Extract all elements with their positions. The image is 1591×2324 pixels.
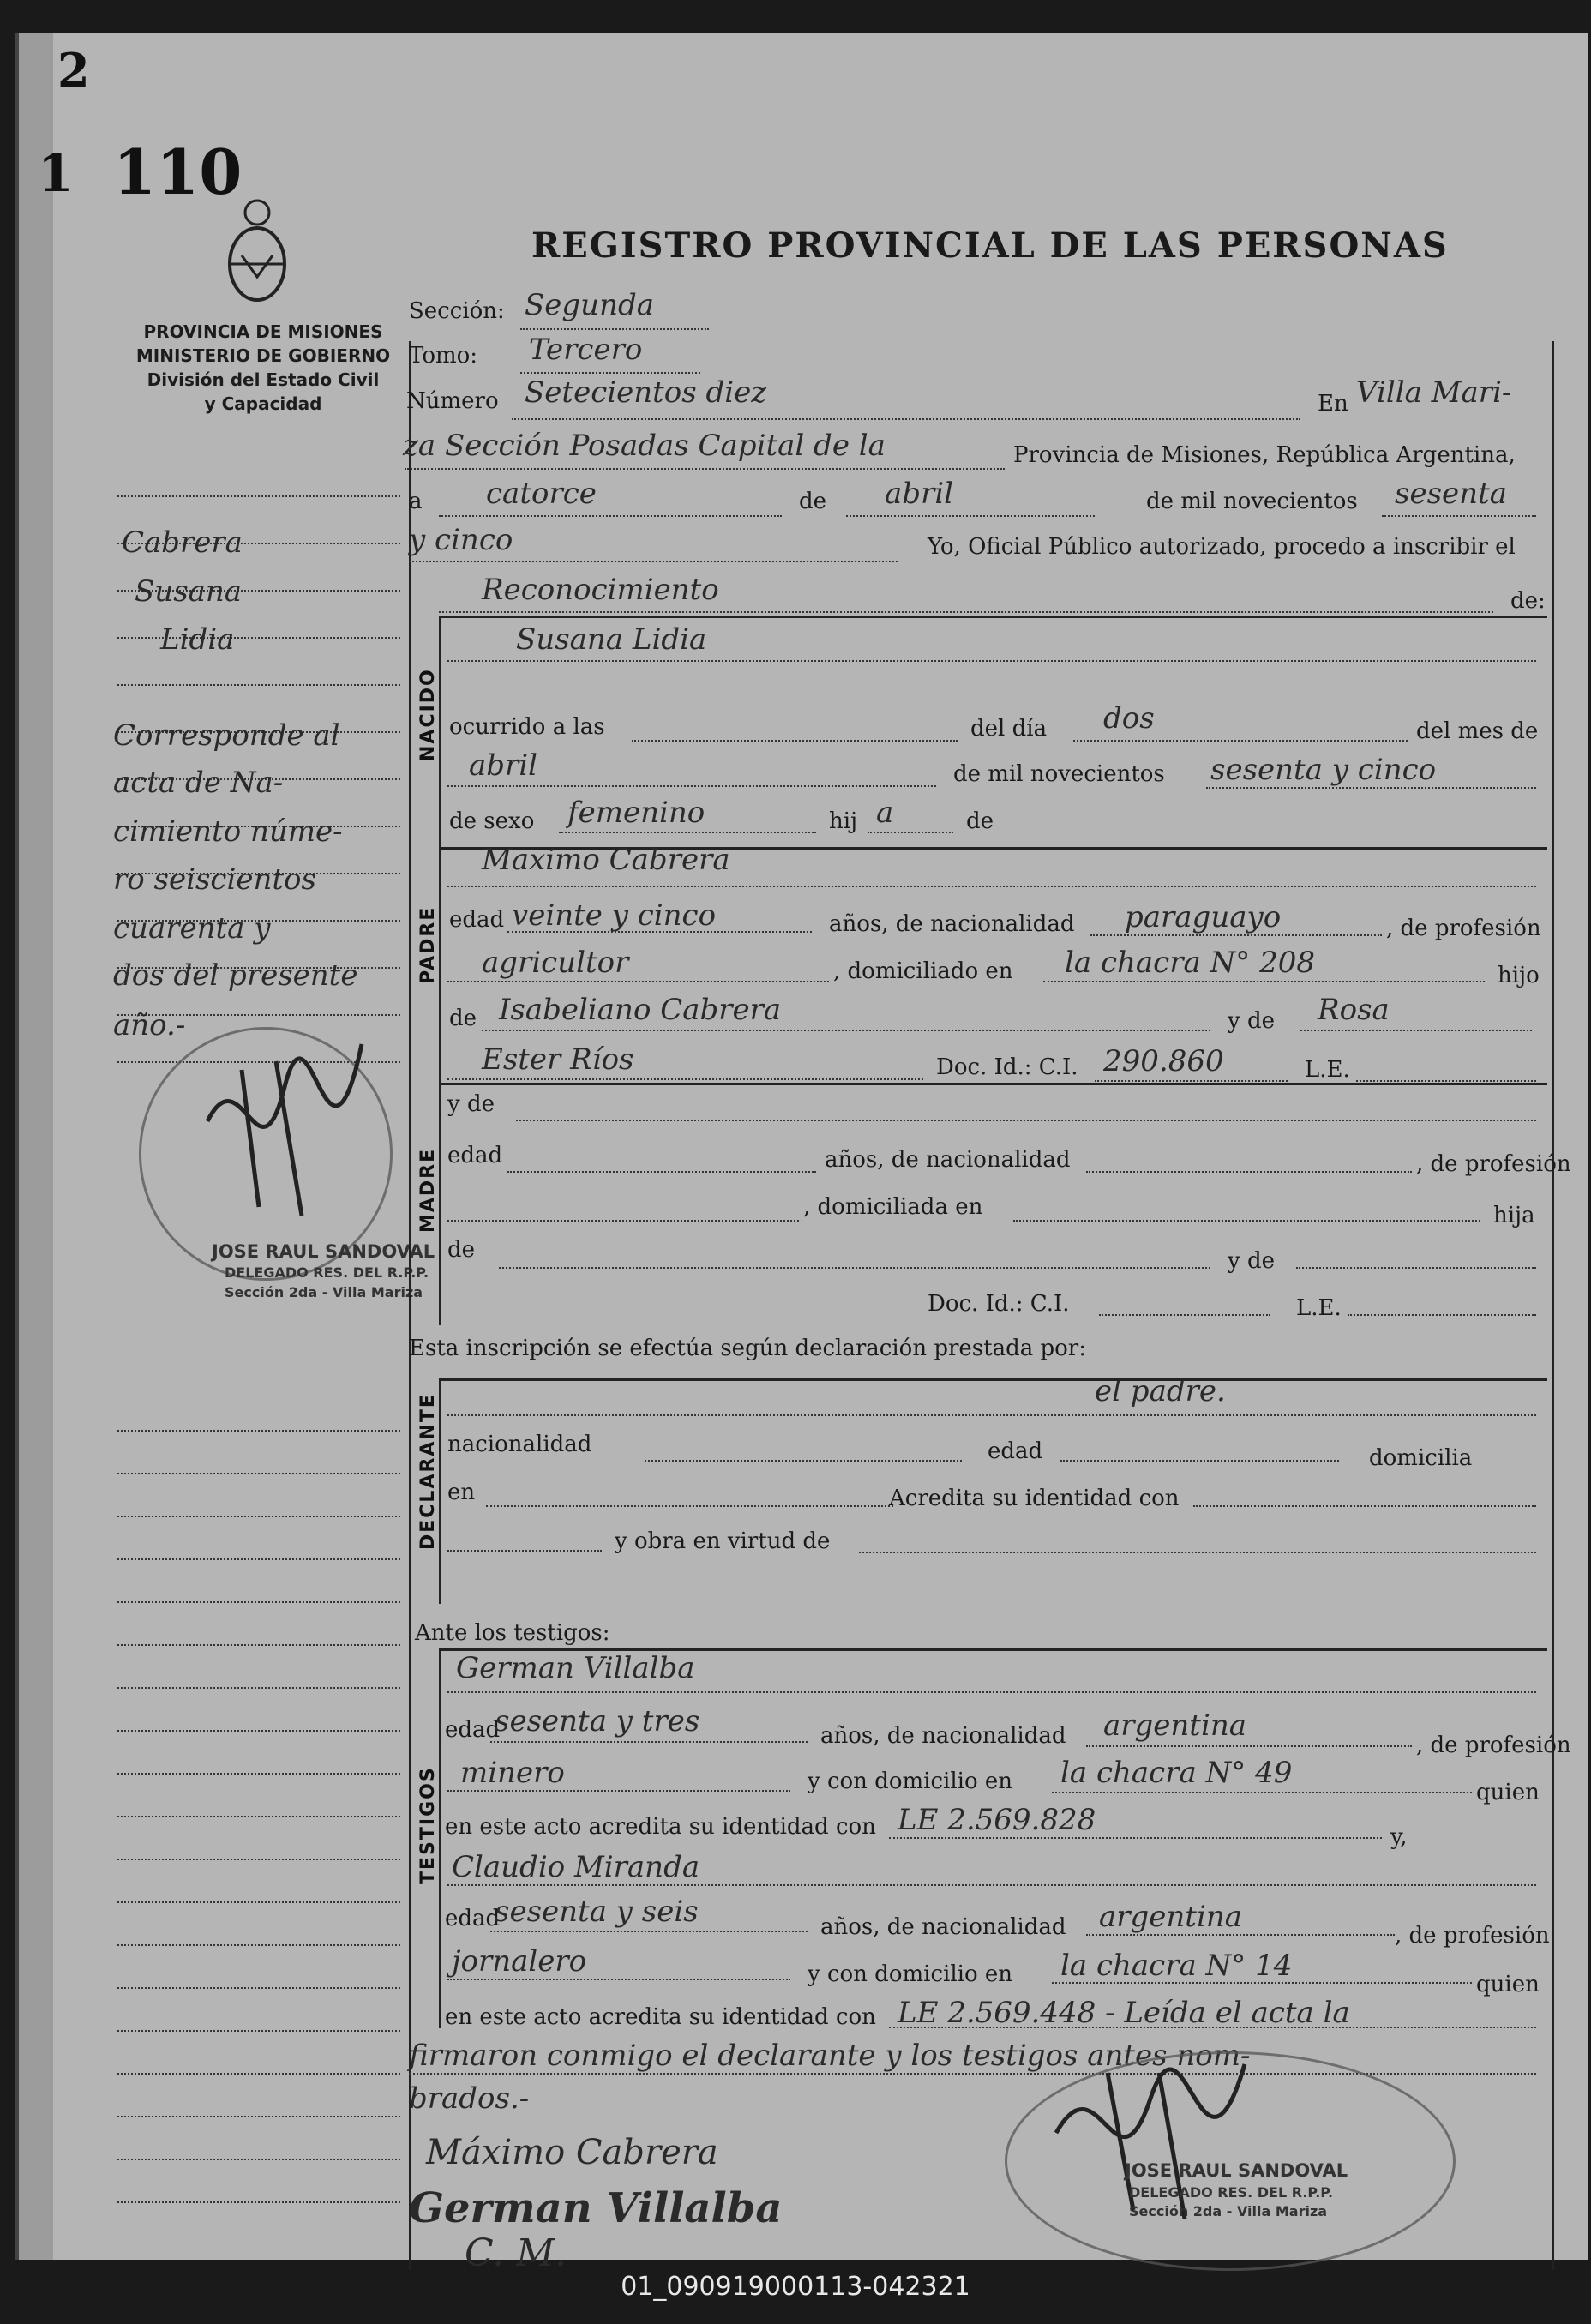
testigo2-prof-value: jornalero	[452, 1944, 587, 1979]
page-number: 110	[113, 135, 243, 208]
padre-doc-value: 290.860	[1103, 1044, 1224, 1078]
office-line: PROVINCIA DE MISIONES	[143, 321, 383, 342]
madre-yde2-label: y de	[1228, 1248, 1275, 1274]
signature-cm: C. M.	[465, 2231, 567, 2275]
padre-de-value: Isabeliano Cabrera	[499, 993, 782, 1027]
hij-label: hij	[829, 808, 858, 834]
register-page	[15, 33, 1588, 2275]
de-colon: de:	[1510, 588, 1546, 614]
testigo2-quien-label: quien	[1476, 1972, 1540, 1997]
cierre-line1: firmaron conmigo el declarante y los testigos antes nom-	[409, 2039, 1251, 2073]
margin-note-line: cuarenta y	[113, 911, 271, 946]
testigo1-prof-label: , de profesión	[1416, 1732, 1571, 1758]
en-label: En	[1318, 391, 1348, 417]
madre-prof-label: , de profesión	[1416, 1151, 1571, 1177]
stamp-role-bottom: DELEGADO RES. DEL R.P.P.	[1129, 2184, 1334, 2201]
en-value: Villa Mari-	[1356, 375, 1512, 410]
declarante-acredita-label: Acredita su identidad con	[889, 1486, 1180, 1511]
padre-prof-value: agricultor	[482, 946, 629, 980]
testigo1-y-label: y,	[1390, 1824, 1408, 1850]
madre-doc-label: Doc. Id.: C.I.	[928, 1291, 1070, 1317]
declarante-label: DECLARANTE	[417, 1393, 439, 1550]
numero-value: Setecientos diez	[525, 375, 767, 410]
testigo2-acredita-label: en este acto acredita su identidad con	[445, 2004, 876, 2030]
a-label: a	[409, 489, 423, 514]
seccion-label: Sección:	[409, 298, 505, 324]
madre-edad-label: edad	[447, 1143, 503, 1168]
madre-dom-label: , domiciliada en	[803, 1194, 983, 1220]
padre-hijo-label: hijo	[1498, 963, 1540, 988]
margin-note-line: cimiento núme-	[113, 814, 343, 849]
testigo2-nac-label: años, de nacionalidad	[820, 1914, 1066, 1940]
testigo2-dom-label: y con domicilio en	[808, 1961, 1013, 1987]
oficial-text: Yo, Oficial Público autorizado, procedo a inscribir el	[928, 534, 1516, 560]
testigo1-edad-label: edad	[445, 1717, 501, 1743]
anio-value: sesenta	[1395, 477, 1507, 511]
corner-number: 2	[57, 43, 90, 98]
signature-scribble-icon	[190, 1018, 379, 1241]
declarante-nac-label: nacionalidad	[447, 1432, 592, 1457]
testigo1-edad-value: sesenta y tres	[495, 1704, 700, 1738]
testigo1-dom-value: la chacra N° 49	[1060, 1756, 1293, 1790]
mes-value: abril	[885, 477, 954, 511]
nacido-mil-label: de mil novecientos	[953, 761, 1165, 787]
testigo2-nombre: Claudio Miranda	[452, 1850, 700, 1884]
declarante-edad-label: edad	[988, 1438, 1043, 1464]
testigo1-dom-label: y con domicilio en	[808, 1769, 1013, 1794]
del-mes-label: del mes de	[1416, 718, 1539, 744]
coat-of-arms-icon	[220, 195, 294, 307]
tomo-value: Tercero	[529, 333, 643, 367]
signature-german: German Villalba	[409, 2184, 783, 2232]
testigo2-nac-value: argentina	[1099, 1900, 1243, 1934]
madre-yde-label: y de	[447, 1091, 495, 1117]
lugar-value: za Sección Posadas Capital de la	[403, 429, 886, 463]
sexo-label: de sexo	[449, 808, 535, 834]
mil-label: de mil novecientos	[1146, 489, 1358, 514]
padre-edad-value: veinte y cinco	[512, 898, 717, 933]
de-label: de	[799, 489, 827, 514]
acto-value: Reconocimiento	[482, 573, 719, 607]
declarante-obra-label: y obra en virtud de	[615, 1528, 831, 1554]
padre-madre-de-value2: Ester Ríos	[482, 1042, 634, 1077]
padre-madre-de-value: Rosa	[1318, 993, 1390, 1027]
testigo1-nac-label: años, de nacionalidad	[820, 1723, 1066, 1749]
testigo2-edad-label: edad	[445, 1906, 501, 1931]
del-dia-label: del día	[970, 716, 1048, 742]
testigo1-prof-value: minero	[460, 1756, 565, 1790]
testigo2-dom-value: la chacra N° 14	[1060, 1949, 1293, 1983]
madre-nac-label: años, de nacionalidad	[825, 1147, 1071, 1173]
padre-edad-label: edad	[449, 907, 505, 933]
padre-de-label: de	[449, 1006, 477, 1031]
office-line: y Capacidad	[204, 393, 322, 414]
tomo-label: Tomo:	[409, 343, 478, 369]
nacido-dia-value: dos	[1103, 701, 1155, 736]
stamp-name: JOSE RAUL SANDOVAL	[212, 1241, 435, 1262]
nacido-label: NACIDO	[417, 668, 439, 761]
nacido-mes-value: abril	[469, 748, 538, 783]
margin-note-line: Cabrera	[122, 525, 243, 560]
image-id: 01_090919000113-042321	[621, 2272, 970, 2302]
testigo1-nombre: German Villalba	[456, 1651, 695, 1685]
margin-note-line: ro seiscientos	[113, 862, 316, 897]
dia-value: catorce	[486, 477, 597, 511]
padre-doc-label: Doc. Id.: C.I.	[936, 1054, 1078, 1080]
provincia-text: Provincia de Misiones, República Argentina,	[1013, 442, 1516, 468]
nacido-anio-value: sesenta y cinco	[1210, 753, 1437, 787]
stamp-role: DELEGADO RES. DEL R.P.P.	[225, 1264, 429, 1281]
testigo1-doc-value: LE 2.569.828	[898, 1803, 1096, 1837]
padre-yde-label: y de	[1228, 1008, 1275, 1034]
testigo1-quien-label: quien	[1476, 1780, 1540, 1805]
declarante-en-label: en	[447, 1480, 476, 1505]
testigo1-acredita-label: en este acto acredita su identidad con	[445, 1814, 876, 1840]
padre-nac-value: paraguayo	[1125, 900, 1282, 934]
issuing-office	[122, 320, 405, 416]
nombre-value: Susana Lidia	[516, 622, 707, 657]
madre-de-label: de	[447, 1237, 476, 1263]
padre-prof-label: , de profesión	[1386, 916, 1541, 941]
page-edge	[19, 33, 53, 2260]
de-label: de	[966, 808, 994, 834]
stamp-section: Sección 2da - Villa Mariza	[225, 1284, 423, 1300]
stamp-section-bottom: Sección 2da - Villa Mariza	[1129, 2203, 1328, 2219]
padre-le-label: L.E.	[1305, 1057, 1350, 1083]
testigo2-edad-value: sesenta y seis	[495, 1895, 699, 1929]
sexo-value: femenino	[567, 796, 705, 830]
padre-label: PADRE	[417, 905, 439, 984]
testigos-label: TESTIGOS	[417, 1766, 439, 1884]
declaracion-value: el padre.	[1095, 1374, 1226, 1408]
margin-note-line: dos del presente	[113, 958, 358, 993]
office-line: MINISTERIO DE GOBIERNO	[135, 345, 391, 366]
declaracion-text: Esta inscripción se efectúa según declaración prestada por:	[409, 1336, 1086, 1361]
document-title: REGISTRO PROVINCIAL DE LAS PERSONAS	[531, 225, 1449, 266]
stamp-name-bottom: JOSE RAUL SANDOVAL	[1125, 2160, 1348, 2181]
madre-le-label: L.E.	[1296, 1295, 1342, 1321]
testigo2-prof-label: , de profesión	[1395, 1923, 1550, 1949]
padre-nombre: Maximo Cabrera	[482, 843, 730, 877]
testigos-ante: Ante los testigos:	[415, 1620, 610, 1646]
cierre-line2: brados.-	[409, 2081, 530, 2116]
anio-value-continued: y cinco	[409, 523, 513, 557]
margin-note-line: Corresponde al	[113, 718, 340, 753]
padre-nac-label: años, de nacionalidad	[829, 911, 1075, 937]
seccion-value: Segunda	[525, 288, 655, 322]
madre-label: MADRE	[417, 1147, 439, 1233]
declarante-dom-label: domicilia	[1369, 1445, 1473, 1471]
side-number: 1	[38, 144, 74, 204]
margin-note-line: Lidia	[160, 622, 235, 657]
ocurrido-label: ocurrido a las	[449, 714, 605, 740]
margin-note-line: acta de Na-	[113, 766, 284, 800]
office-line: División del Estado Civil	[147, 369, 380, 390]
hij-value: a	[876, 796, 894, 830]
margin-note-line: año.-	[113, 1008, 186, 1042]
testigo1-nac-value: argentina	[1103, 1708, 1247, 1743]
padre-dom-value: la chacra N° 208	[1065, 946, 1315, 980]
signature-maximo: Máximo Cabrera	[426, 2133, 718, 2172]
padre-dom-label: , domiciliado en	[833, 958, 1013, 984]
numero-label: Número	[406, 388, 499, 414]
madre-hija-label: hija	[1493, 1203, 1535, 1228]
margin-note-line: Susana	[135, 574, 243, 609]
testigo2-doc-value: LE 2.569.448 - Leída el acta la	[898, 1996, 1350, 2030]
